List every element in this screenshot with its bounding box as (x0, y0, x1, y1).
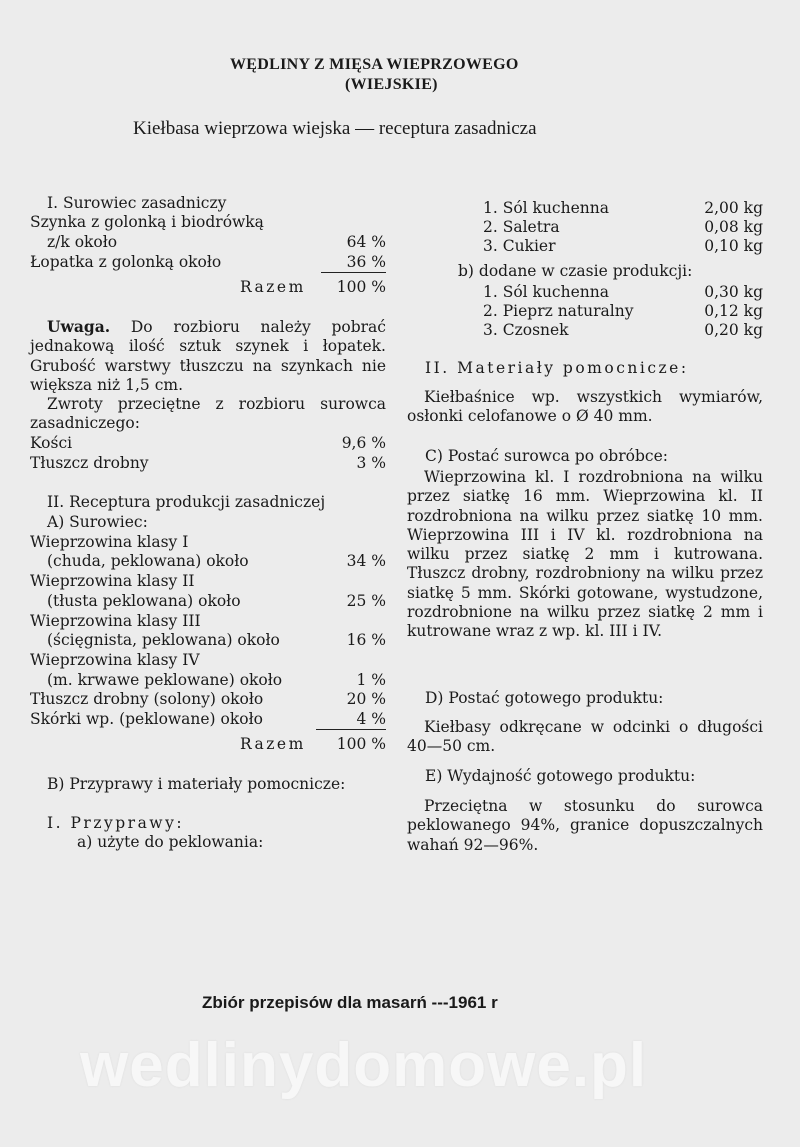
row-label: Wieprzowina klasy II (30, 572, 195, 590)
section-raw-sub-heading: A) Surowiec: (47, 513, 148, 531)
row-label: (ścięgnista, peklowana) około (47, 631, 280, 649)
returns-paragraph: Zwroty przeciętne z rozbioru surowca zasadniczego: (30, 395, 386, 433)
page-title-line1: WĘDLINY Z MIĘSA WIEPRZOWEGO (230, 56, 519, 73)
source-caption: Zbiór przepisów dla masarń ---1961 r (202, 993, 498, 1012)
section-d-text: Kiełbasy odkręcane w odcinki o długości 40—50 cm. (407, 718, 763, 756)
total-value: 100 % (336, 278, 386, 296)
row-value: 0,08 kg (704, 218, 763, 236)
page-title-line2: (WIEJSKIE) (345, 76, 438, 93)
row-label: 1. Sól kuchenna (483, 283, 609, 301)
row-label: Łopatka z golonką około (30, 253, 222, 271)
row-value: 0,10 kg (704, 237, 763, 255)
row-label: (chuda, peklowana) około (47, 552, 249, 570)
section-c-heading: C) Postać surowca po obróbce: (425, 447, 668, 465)
row-label: 1. Sól kuchenna (483, 199, 609, 217)
section-e-heading: E) Wydajność gotowego produktu: (425, 767, 696, 785)
row-label: 3. Cukier (483, 237, 556, 255)
total-label: Razem (240, 735, 306, 753)
row-label: Kości (30, 434, 73, 452)
section-production-heading: II. Receptura produkcji zasadniczej (47, 493, 326, 511)
row-value: 64 % (346, 233, 386, 251)
row-value: 1 % (356, 671, 386, 689)
row-label: Szynka z golonką i biodrówką (30, 213, 264, 231)
total-label: Razem (240, 278, 306, 296)
row-label: Wieprzowina klasy III (30, 612, 201, 630)
section-raw-material-heading: I. Surowiec zasadniczy (47, 194, 227, 212)
row-value: 0,30 kg (704, 283, 763, 301)
note-label: Uwaga. (47, 317, 111, 336)
row-label: 2. Pieprz naturalny (483, 302, 634, 320)
row-value: 2,00 kg (704, 199, 763, 217)
row-label: Skórki wp. (peklowane) około (30, 710, 263, 728)
watermark: wedlinydomowe.pl (80, 1031, 648, 1100)
section-c-text: Wieprzowina kl. I rozdrobniona na wilku przez siatkę 16 mm. Wieprzowina kl. II rozdrobniona na wilku przez siatkę 10 mm. Wieprzowina III i IV kl. rozdrobniona na wilku przez siatkę 2 mm i kutrowana. Tłuszcz drobny, rozdrobniony na wilku przez siatkę 5 mm. Skórki gotowane, wystudzone, rozdrobnione na wilku przez siatkę 2 mm i kutrowane wraz z wp. kl. III i IV. (407, 468, 763, 641)
row-value: 4 % (316, 710, 386, 730)
row-value: 34 % (346, 552, 386, 570)
row-value: 36 % (321, 253, 386, 273)
row-label: 2. Saletra (483, 218, 560, 236)
aux-materials-text: Kiełbaśnice wp. wszystkich wymiarów, osłonki celofanowe o Ø 40 mm. (407, 388, 763, 426)
row-label: (m. krwawe peklowane) około (47, 671, 283, 689)
row-label: 3. Czosnek (483, 321, 569, 339)
total-value: 100 % (336, 735, 386, 753)
row-value: 20 % (346, 690, 386, 708)
row-label: Tłuszcz drobny (solony) około (30, 690, 264, 708)
spices-heading: I. Przyprawy: (47, 814, 185, 832)
row-value: 0,20 kg (704, 321, 763, 339)
row-value: 9,6 % (341, 434, 386, 452)
row-value: 3 % (356, 454, 386, 472)
row-label: Wieprzowina klasy IV (30, 651, 200, 669)
aux-materials-heading: II. Materiały pomocnicze: (425, 359, 689, 377)
spices-subheading: a) użyte do peklowania: (77, 833, 264, 851)
row-label: Wieprzowina klasy I (30, 533, 189, 551)
note-text: Do rozbioru należy pobrać jednakową ilość sztuk szynek i łopatek. Grubość warstwy tłuszczu na szynkach nie większa niż 1,5 cm. (30, 318, 386, 394)
production-spices-subheading: b) dodane w czasie produkcji: (458, 262, 693, 280)
section-e-text: Przeciętna w stosunku do surowca peklowanego 94%, granice dopuszczalnych wahań 92—96%. (407, 797, 763, 854)
recipe-subtitle: Kiełbasa wieprzowa wiejska — receptura zasadnicza (133, 118, 537, 139)
row-value: 25 % (346, 592, 386, 610)
row-label: Tłuszcz drobny (30, 454, 149, 472)
note-paragraph (30, 317, 386, 395)
section-b-heading: B) Przyprawy i materiały pomocnicze: (47, 775, 346, 793)
row-label: z/k około (47, 233, 118, 251)
row-label: (tłusta peklowana) około (47, 592, 241, 610)
row-value: 0,12 kg (704, 302, 763, 320)
section-d-heading: D) Postać gotowego produktu: (425, 689, 664, 707)
row-value: 16 % (346, 631, 386, 649)
